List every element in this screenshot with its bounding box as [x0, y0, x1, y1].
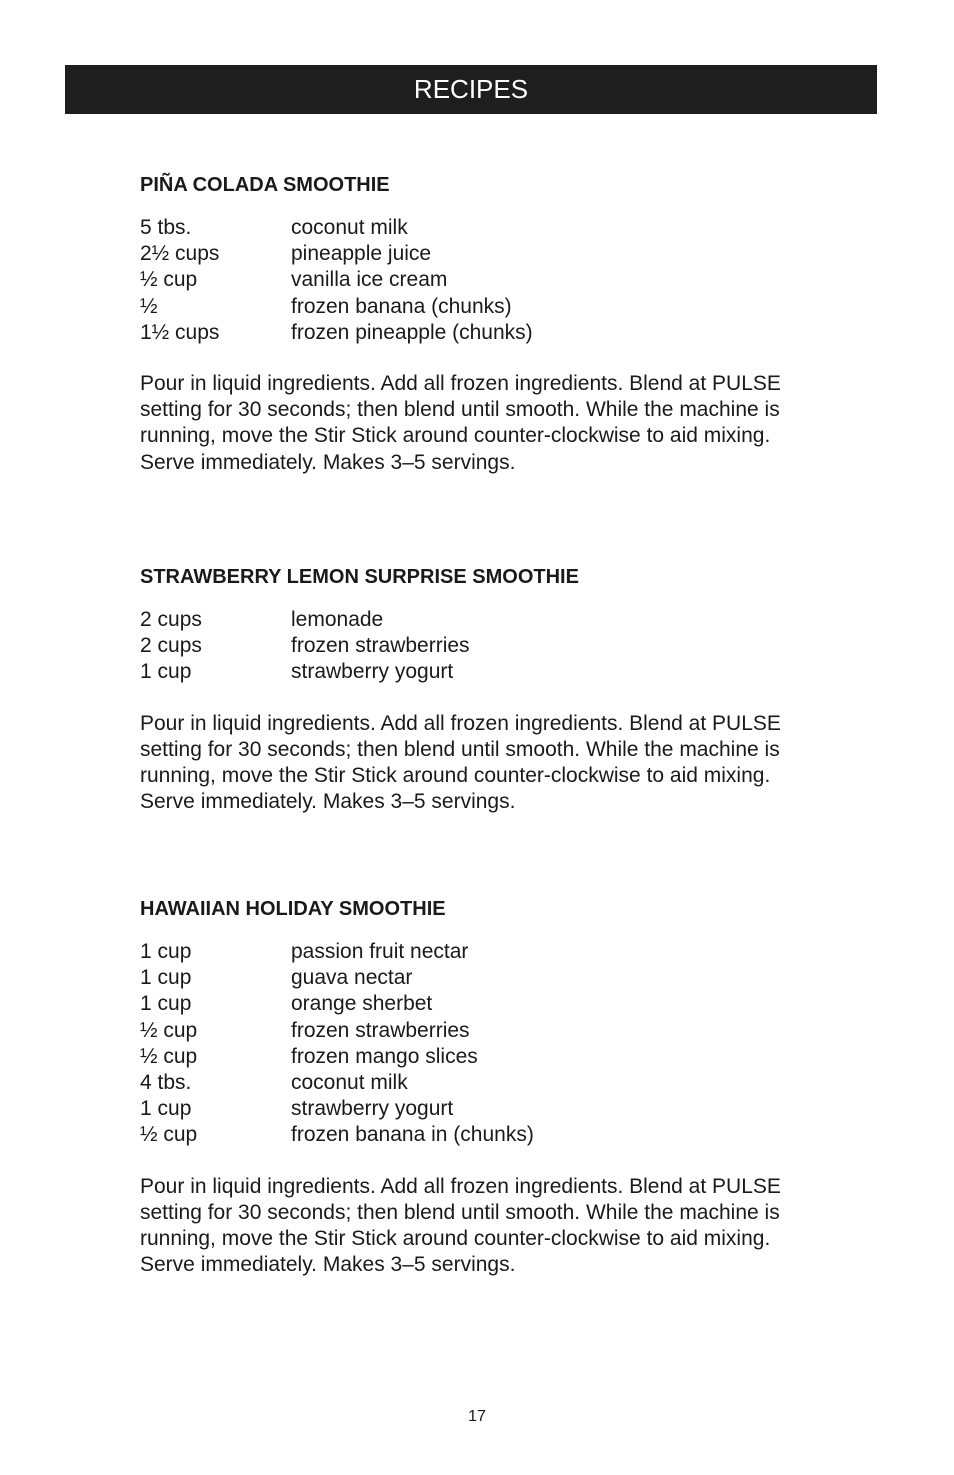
ingredient-row: [140, 659, 840, 685]
ingredient-row: [140, 991, 840, 1017]
ingredient-qty: 4 tbs.: [140, 1071, 192, 1095]
ingredient-qty: ½ cup: [140, 1044, 198, 1068]
header-title: RECIPES: [413, 74, 529, 104]
ingredient-row: [140, 1070, 840, 1096]
ingredient-item: strawberry yogurt: [291, 660, 454, 684]
ingredient-qty: ½ cup: [140, 1018, 198, 1042]
ingredient-qty: 1 cup: [140, 660, 192, 684]
recipe-title: HAWAIIAN HOLIDAY SMOOTHIE: [140, 898, 446, 920]
ingredient-qty: 2 cups: [140, 608, 202, 631]
ingredient-qty: ½ cup: [140, 1123, 198, 1147]
ingredient-item: frozen mango slices: [291, 1044, 478, 1068]
ingredient-qty: ½ cup: [140, 268, 198, 292]
ingredient-row: [140, 320, 840, 346]
ingredient-item: frozen pineapple (chunks): [291, 320, 533, 344]
ingredient-qty: 1 cup: [140, 992, 192, 1016]
ingredient-row: [140, 965, 840, 991]
ingredient-item: frozen strawberries: [291, 634, 470, 658]
ingredient-qty: 1 cup: [140, 940, 192, 963]
ingredient-list: [140, 607, 840, 686]
ingredient-list: [140, 939, 840, 1149]
ingredient-item: frozen banana (chunks): [291, 294, 512, 318]
ingredient-row: [140, 1122, 840, 1148]
ingredient-row: [140, 1096, 840, 1122]
ingredient-row: [140, 267, 840, 293]
ingredient-item: coconut milk: [291, 1071, 408, 1095]
ingredient-qty: 5 tbs.: [140, 216, 192, 239]
ingredient-row: [140, 1044, 840, 1070]
ingredient-item: frozen strawberries: [291, 1018, 470, 1042]
recipe-pina-colada: [140, 172, 840, 476]
ingredient-list: [140, 215, 840, 346]
ingredient-row: [140, 294, 840, 320]
ingredient-item: guava nectar: [291, 966, 413, 990]
recipe-instructions: Pour in liquid ingredients. Add all frozen ingredients. Blend at PULSE setting for 30 seconds; then blend until smooth. While the machine is running, move the Stir Stick around counter-clockwise to aid mixing. Serve immediately. Makes 3–5 servings.: [140, 1174, 781, 1277]
recipe-title: STRAWBERRY LEMON SURPRISE SMOOTHIE: [140, 566, 579, 588]
page-number: 17: [468, 1408, 486, 1425]
ingredient-qty: 1½ cups: [140, 320, 220, 344]
recipe-instructions: Pour in liquid ingredients. Add all frozen ingredients. Blend at PULSE setting for 30 seconds; then blend until smooth. While the machine is running, move the Stir Stick around counter-clockwise to aid mixing. Serve immediately. Makes 3–5 servings.: [140, 711, 781, 814]
ingredient-row: [140, 1018, 840, 1044]
ingredient-row: [140, 215, 840, 241]
ingredient-item: orange sherbet: [291, 992, 433, 1016]
recipe-instructions: Pour in liquid ingredients. Add all frozen ingredients. Blend at PULSE setting for 30 seconds; then blend until smooth. While the machine is running, move the Stir Stick around counter-clockwise to aid mixing. Serve immediately. Makes 3–5 servings.: [140, 372, 781, 474]
ingredient-row: [140, 939, 840, 965]
ingredient-row: [140, 241, 840, 267]
recipe-hawaiian-holiday: [140, 896, 840, 1278]
ingredient-row: [140, 607, 840, 633]
ingredient-qty: ½: [140, 294, 158, 318]
ingredient-item: vanilla ice cream: [291, 268, 448, 292]
ingredient-item: coconut milk: [291, 216, 408, 239]
ingredient-item: strawberry yogurt: [291, 1097, 454, 1121]
ingredient-item: pineapple juice: [291, 242, 432, 266]
ingredient-qty: 1 cup: [140, 1097, 192, 1121]
ingredient-qty: 2 cups: [140, 634, 202, 658]
recipe-strawberry-lemon: [140, 564, 840, 815]
page-header: [65, 65, 877, 114]
ingredient-item: lemonade: [291, 608, 384, 631]
ingredient-row: [140, 633, 840, 659]
recipe-title: PIÑA COLADA SMOOTHIE: [140, 174, 390, 196]
ingredient-qty: 2½ cups: [140, 242, 220, 266]
ingredient-item: passion fruit nectar: [291, 940, 469, 963]
ingredient-item: frozen banana in (chunks): [291, 1123, 534, 1147]
ingredient-qty: 1 cup: [140, 966, 192, 990]
